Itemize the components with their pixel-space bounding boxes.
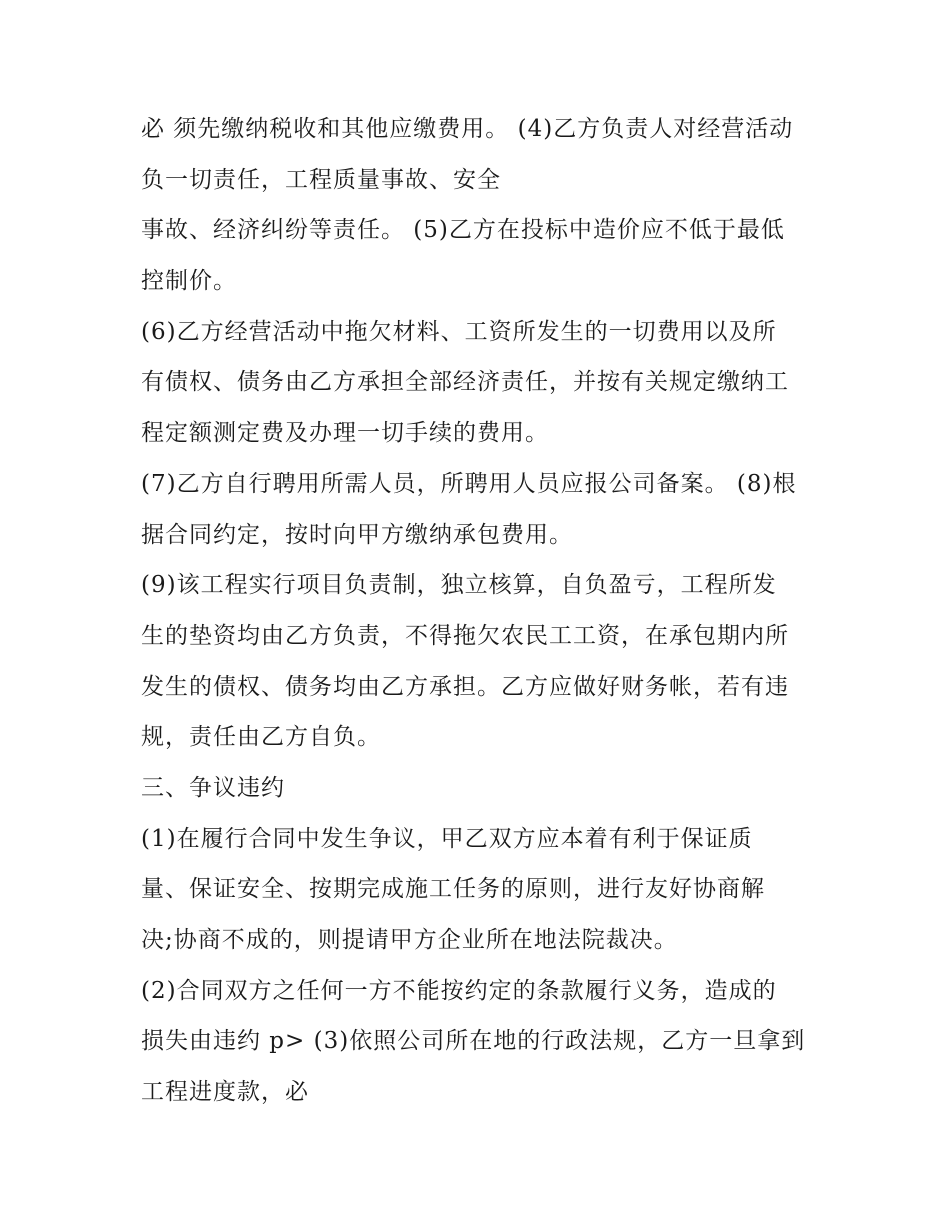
- text-line: 规，责任由乙方自负。: [141, 724, 381, 751]
- text-line: 量、保证安全、按期完成施工任务的原则，进行友好协商解: [141, 876, 765, 903]
- text-line: (9)该工程实行项目负责制，独立核算，自负盈亏，工程所发: [141, 572, 777, 599]
- text-line: 据合同约定，按时向甲方缴纳承包费用。: [141, 521, 573, 548]
- text-line: 事故、经济纠纷等责任。 (5)乙方在投标中造价应不低于最低: [141, 217, 785, 244]
- text-line: 有债权、债务由乙方承担全部经济责任，并按有关规定缴纳工: [141, 369, 789, 396]
- text-line: 控制价。: [141, 268, 237, 295]
- text-line: (6)乙方经营活动中拖欠材料、工资所发生的一切费用以及所: [141, 318, 777, 345]
- text-line: (2)合同双方之任何一方不能按约定的条款履行义务，造成的: [141, 977, 777, 1004]
- text-line: 损失由违约 p> (3)依照公司所在地的行政法规，乙方一旦拿到: [141, 1028, 806, 1055]
- text-line: 工程进度款，必: [141, 1079, 309, 1106]
- section-heading: 三、争议违约: [141, 774, 285, 801]
- text-line: (7)乙方自行聘用所需人员，所聘用人员应报公司备案。 (8)根: [141, 470, 797, 497]
- text-line: 生的垫资均由乙方负责，不得拖欠农民工工资，在承包期内所: [141, 622, 789, 649]
- text-line: 负一切责任，工程质量事故、安全: [141, 166, 501, 193]
- document-body: [141, 104, 831, 1118]
- text-line: 决;协商不成的，则提请甲方企业所在地法院裁决。: [141, 927, 678, 953]
- text-line: 程定额测定费及办理一切手续的费用。: [141, 420, 549, 447]
- text-line: 发生的债权、债务均由乙方承担。乙方应做好财务帐，若有违: [141, 673, 789, 700]
- text-line: (1)在履行合同中发生争议，甲乙双方应本着有利于保证质: [141, 825, 753, 852]
- text-line: 必 须先缴纳税收和其他应缴费用。 (4)乙方负责人对经营活动: [141, 116, 794, 142]
